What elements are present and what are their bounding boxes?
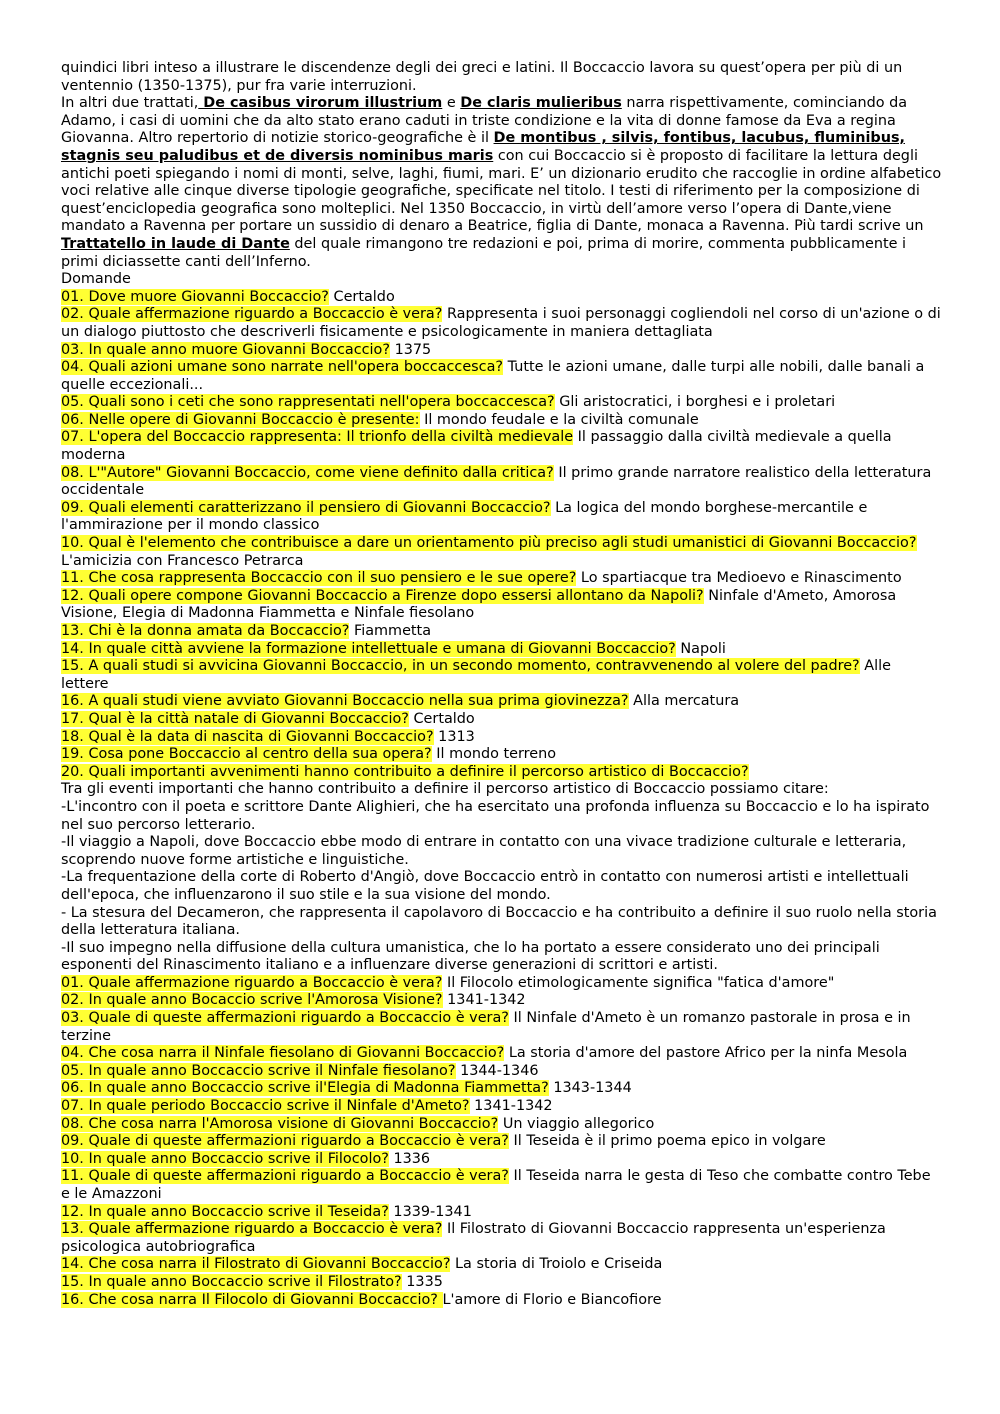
qa-item xyxy=(61,623,942,641)
question-text: 09. Quale di queste affermazioni riguardo a Boccaccio è vera? xyxy=(61,1133,509,1150)
qa-item xyxy=(61,500,942,535)
question-text: 02. In quale anno Bocaccio scrive l'Amorosa Visione? xyxy=(61,992,443,1009)
qa-item xyxy=(61,746,942,764)
intro-paragraph-1: quindici libri inteso a illustrare le discendenze degli dei greci e latini. Il Boccaccio lavora su quest’opera per più di un ventennio (1350-1375), pur fra varie interruzioni. xyxy=(61,60,903,94)
answer-text: L'amore di Florio e Biancofiore xyxy=(442,1291,662,1308)
answer-text: Fiammetta xyxy=(349,623,432,639)
question-text: 11. Che cosa rappresenta Boccaccio con il suo pensiero e le sue opere? xyxy=(61,570,577,587)
answer-text: Il passaggio dalla civiltà medievale a quella moderna xyxy=(61,429,892,464)
qa-item xyxy=(61,1292,942,1310)
qa-item xyxy=(61,359,942,394)
question-text: 02. Quale affermazione riguardo a Boccaccio è vera? xyxy=(61,306,443,323)
intro-paragraph-2 xyxy=(61,95,942,271)
answer-text: Il Ninfale d'Ameto è un romanzo pastorale in prosa e in terzine xyxy=(61,1010,911,1044)
qa-item xyxy=(61,658,942,693)
qa-item xyxy=(61,1116,942,1134)
answer-text: Un viaggio allegorico xyxy=(498,1115,655,1132)
answer-text: La storia di Troiolo e Criseida xyxy=(450,1256,663,1273)
answer-text: 1313 xyxy=(433,728,475,745)
answer-text: Il Filostrato di Giovanni Boccaccio rappresenta un'esperienza psicologica autobriografica xyxy=(61,1221,886,1255)
question-text: 09. Quali elementi caratterizzano il pensiero di Giovanni Boccaccio? xyxy=(61,499,551,516)
answer-text: Alla mercatura xyxy=(628,693,740,710)
answer-text: 1344-1346 xyxy=(455,1062,539,1079)
answer-text: La logica del mondo borghese-mercantile e l'ammirazione per il mondo classico xyxy=(61,499,868,534)
qa-item xyxy=(61,429,942,464)
answer-text: 1341-1342 xyxy=(469,1098,553,1115)
question-text: 16. Che cosa narra Il Filocolo di Giovanni Boccaccio? xyxy=(61,1291,443,1308)
question-text: 10. Qual è l'elemento che contribuisce a dare un orientamento più preciso agli studi umanistici di Giovanni Boccaccio? xyxy=(61,535,917,552)
qa-item xyxy=(61,693,942,711)
answer-20-block xyxy=(61,781,942,975)
question-text: 04. Che cosa narra il Ninfale fiesolano di Giovanni Boccaccio? xyxy=(61,1045,505,1062)
work-title-de-montibus: De montibus , silvis, fontibus, lacubus, fluminibus, stagnis seu paludibus et de diversis nominibus maris xyxy=(61,130,905,164)
qa-item xyxy=(61,394,942,412)
question-text: 07. L'opera del Boccaccio rappresenta: Il trionfo della civiltà medievale xyxy=(61,429,574,446)
answer-text: 1343-1344 xyxy=(548,1080,632,1097)
question-text: 08. Che cosa narra l'Amorosa visione di Giovanni Boccaccio? xyxy=(61,1115,499,1132)
question-text: 17. Qual è la città natale di Giovanni Boccaccio? xyxy=(61,710,409,727)
question-text: 14. Che cosa narra il Filostrato di Giovanni Boccaccio? xyxy=(61,1256,451,1273)
qa-item xyxy=(61,1274,942,1292)
question-text: 10. In quale anno Boccaccio scrive il Filocolo? xyxy=(61,1150,389,1167)
question-text: 08. L'"Autore" Giovanni Boccaccio, come viene definito dalla critica? xyxy=(61,464,554,481)
qa-item xyxy=(61,1133,942,1151)
question-text: 01. Dove muore Giovanni Boccaccio? xyxy=(61,288,329,305)
question-list-1 xyxy=(61,289,942,782)
answer-text: Il mondo feudale e la civiltà comunale xyxy=(419,411,699,428)
answer-20-line: - La stesura del Decameron, che rappresenta il capolavoro di Boccaccio e ha contribuito a definire il suo ruolo nella storia della letteratura italiana. xyxy=(61,904,937,939)
qa-item xyxy=(61,1080,942,1098)
question-text: 06. In quale anno Boccaccio scrive il'Elegia di Madonna Fiammetta? xyxy=(61,1080,549,1097)
work-title-de-claris: De claris mulieribus xyxy=(460,95,622,112)
question-text: 01. Quale affermazione riguardo a Boccaccio è vera? xyxy=(61,974,443,991)
question-text: 15. A quali studi si avvicina Giovanni Boccaccio, in un secondo momento, contravvenendo al volere del padre? xyxy=(61,658,860,675)
answer-text: 1336 xyxy=(388,1150,431,1167)
answer-20-line: -Il suo impegno nella diffusione della cultura umanistica, che lo ha portato a essere considerato uno dei principali esponenti del Rinascimento italiano e a influenzare diverse generazioni di scrittori e artisti. xyxy=(61,939,880,974)
domande-heading: Domande xyxy=(61,271,131,288)
qa-item xyxy=(61,641,942,659)
answer-text: 1339-1341 xyxy=(388,1203,472,1220)
qa-item xyxy=(61,1098,942,1116)
work-title-trattatello: Trattatello in laude di Dante xyxy=(61,235,290,252)
question-text: 15. In quale anno Boccaccio scrive il Filostrato? xyxy=(61,1273,402,1290)
work-title-de-casibus: De casibus virorum illustrium xyxy=(198,95,443,112)
answer-text: Gli aristocratici, i borghesi e i proletari xyxy=(554,394,836,411)
question-text: 13. Quale affermazione riguardo a Boccaccio è vera? xyxy=(61,1221,443,1238)
qa-item xyxy=(61,289,942,307)
answer-text: Il primo grande narratore realistico della letteratura occidentale xyxy=(61,464,932,499)
qa-item xyxy=(61,764,942,782)
qa-item xyxy=(61,412,942,430)
qa-item xyxy=(61,1221,942,1256)
question-text: 05. Quali sono i ceti che sono rappresentati nell'opera boccaccesca? xyxy=(61,394,555,411)
question-text: 14. In quale città avviene la formazione intellettuale e umana di Giovanni Boccaccio? xyxy=(61,640,676,657)
question-text: 05. In quale anno Boccaccio scrive il Ninfale fiesolano? xyxy=(61,1062,456,1079)
qa-item xyxy=(61,465,942,500)
question-text: 19. Cosa pone Boccaccio al centro della sua opera? xyxy=(61,746,432,763)
answer-text: Il mondo terreno xyxy=(431,746,557,763)
answer-text: Alle lettere xyxy=(61,658,891,692)
qa-item xyxy=(61,992,942,1010)
answer-text: 1335 xyxy=(401,1273,443,1290)
intro-text: del quale rimangono tre redazioni e poi, prima di morire, commenta pubblicamente i primi diciassette canti dell’Inferno. xyxy=(61,235,907,270)
intro-text: con cui Boccaccio si è proposto di facilitare la lettura degli antichi poeti spiegando i nomi di monti, selve, laghi, fiumi, mari. E’ un dizionario erudito che raccoglie in ordine alfabetico voci relative alle cinque diverse tipologie geografiche, specificate nel titolo. I testi di riferimento per la composizione di quest’enciclopedia geografica sono molteplici. Nel 1350 Boccaccio, in virtù dell’amore verso l’opera di Dante,viene mandato a Ravenna per portare un sussidio di denaro a Beatrice, figlia di Dante, monaca a Ravenna. Più tardi scrive un xyxy=(61,147,942,235)
qa-item xyxy=(61,570,942,588)
qa-item xyxy=(61,342,942,360)
qa-item xyxy=(61,535,942,570)
qa-item xyxy=(61,306,942,341)
answer-text: 1341-1342 xyxy=(442,992,526,1009)
answer-text: L'amicizia con Francesco Petrarca xyxy=(61,552,304,569)
question-list-2 xyxy=(61,975,942,1309)
answer-text: Il Teseida è il primo poema epico in volgare xyxy=(508,1133,826,1150)
question-text: 06. Nelle opere di Giovanni Boccaccio è presente: xyxy=(61,411,420,428)
answer-20-line: Tra gli eventi importanti che hanno contribuito a definire il percorso artistico di Boccaccio possiamo citare: xyxy=(61,781,829,798)
qa-item xyxy=(61,1010,942,1045)
answer-text: Ninfale d'Ameto, Amorosa Visione, Elegia di Madonna Fiammetta e Ninfale fiesolano xyxy=(61,587,897,622)
answer-text: Certaldo xyxy=(408,710,475,727)
qa-item xyxy=(61,729,942,747)
question-text: 20. Quali importanti avvenimenti hanno contribuito a definire il percorso artistico di Boccaccio? xyxy=(61,763,749,780)
answer-text: Tutte le azioni umane, dalle turpi alle nobili, dalle banali a quelle eccezionali... xyxy=(61,359,925,393)
qa-item xyxy=(61,1063,942,1081)
qa-item xyxy=(61,1168,942,1203)
intro-text: narra rispettivamente, cominciando da Adamo, i casi di uomini che da alto stato erano caduti in triste condizione e la vita di donne famose da Eva a regina Giovanna. Altro repertorio di notizie storico-geografiche è il xyxy=(61,95,908,147)
answer-text: Rappresenta i suoi personaggi cogliendoli nel corso di un'azione o di un dialogo piuttosto che descriverli fisicamente e psicologicamente in maniera dettagliata xyxy=(61,306,941,340)
answer-text: Napoli xyxy=(675,640,726,657)
answer-text: La storia d'amore del pastore Africo per la ninfa Mesola xyxy=(504,1045,908,1062)
question-text: 12. In quale anno Boccaccio scrive il Teseida? xyxy=(61,1203,389,1220)
question-text: 13. Chi è la donna amata da Boccaccio? xyxy=(61,623,350,639)
qa-item xyxy=(61,1151,942,1169)
qa-item xyxy=(61,711,942,729)
answer-text: Lo spartiacque tra Medioevo e Rinascimento xyxy=(576,570,902,587)
qa-item xyxy=(61,1256,942,1274)
qa-item xyxy=(61,975,942,993)
answer-text: Il Filocolo etimologicamente significa "fatica d'amore" xyxy=(442,974,835,991)
intro-text: In altri due trattati, xyxy=(61,95,199,112)
question-text: 04. Quali azioni umane sono narrate nell'opera boccaccesca? xyxy=(61,359,504,376)
answer-20-line: -L'incontro con il poeta e scrittore Dante Alighieri, che ha esercitato una profonda influenza su Boccaccio e lo ha ispirato nel suo percorso letterario. xyxy=(61,798,930,833)
answer-text: 1375 xyxy=(390,341,432,358)
question-text: 11. Quale di queste affermazioni riguardo a Boccaccio è vera? xyxy=(61,1168,509,1185)
question-text: 03. Quale di queste affermazioni riguardo a Boccaccio è vera? xyxy=(61,1010,509,1027)
answer-20-line: -La frequentazione della corte di Roberto d'Angiò, dove Boccaccio entrò in contatto con numerosi artisti e intellettuali dell'epoca, che influenzarono il suo stile e la sua visione del mondo. xyxy=(61,869,909,903)
question-text: 18. Qual è la data di nascita di Giovanni Boccaccio? xyxy=(61,728,434,745)
answer-text: Il Teseida narra le gesta di Teso che combatte contro Tebe e le Amazzoni xyxy=(61,1168,931,1202)
intro-text: e xyxy=(442,95,461,112)
qa-item xyxy=(61,1204,942,1222)
question-text: 12. Quali opere compone Giovanni Boccaccio a Firenze dopo essersi allontano da Napoli? xyxy=(61,587,704,604)
answer-20-line: -Il viaggio a Napoli, dove Boccaccio ebbe modo di entrare in contatto con una vivace tradizione culturale e letteraria, scoprendo nuove forme artistiche e linguistiche. xyxy=(61,834,907,868)
qa-item xyxy=(61,1045,942,1063)
answer-text: Certaldo xyxy=(328,288,395,305)
question-text: 07. In quale periodo Boccaccio scrive il Ninfale d'Ameto? xyxy=(61,1098,470,1115)
question-text: 03. In quale anno muore Giovanni Boccaccio? xyxy=(61,341,390,358)
question-text: 16. A quali studi viene avviato Giovanni Boccaccio nella sua prima giovinezza? xyxy=(61,693,629,710)
qa-item xyxy=(61,588,942,623)
